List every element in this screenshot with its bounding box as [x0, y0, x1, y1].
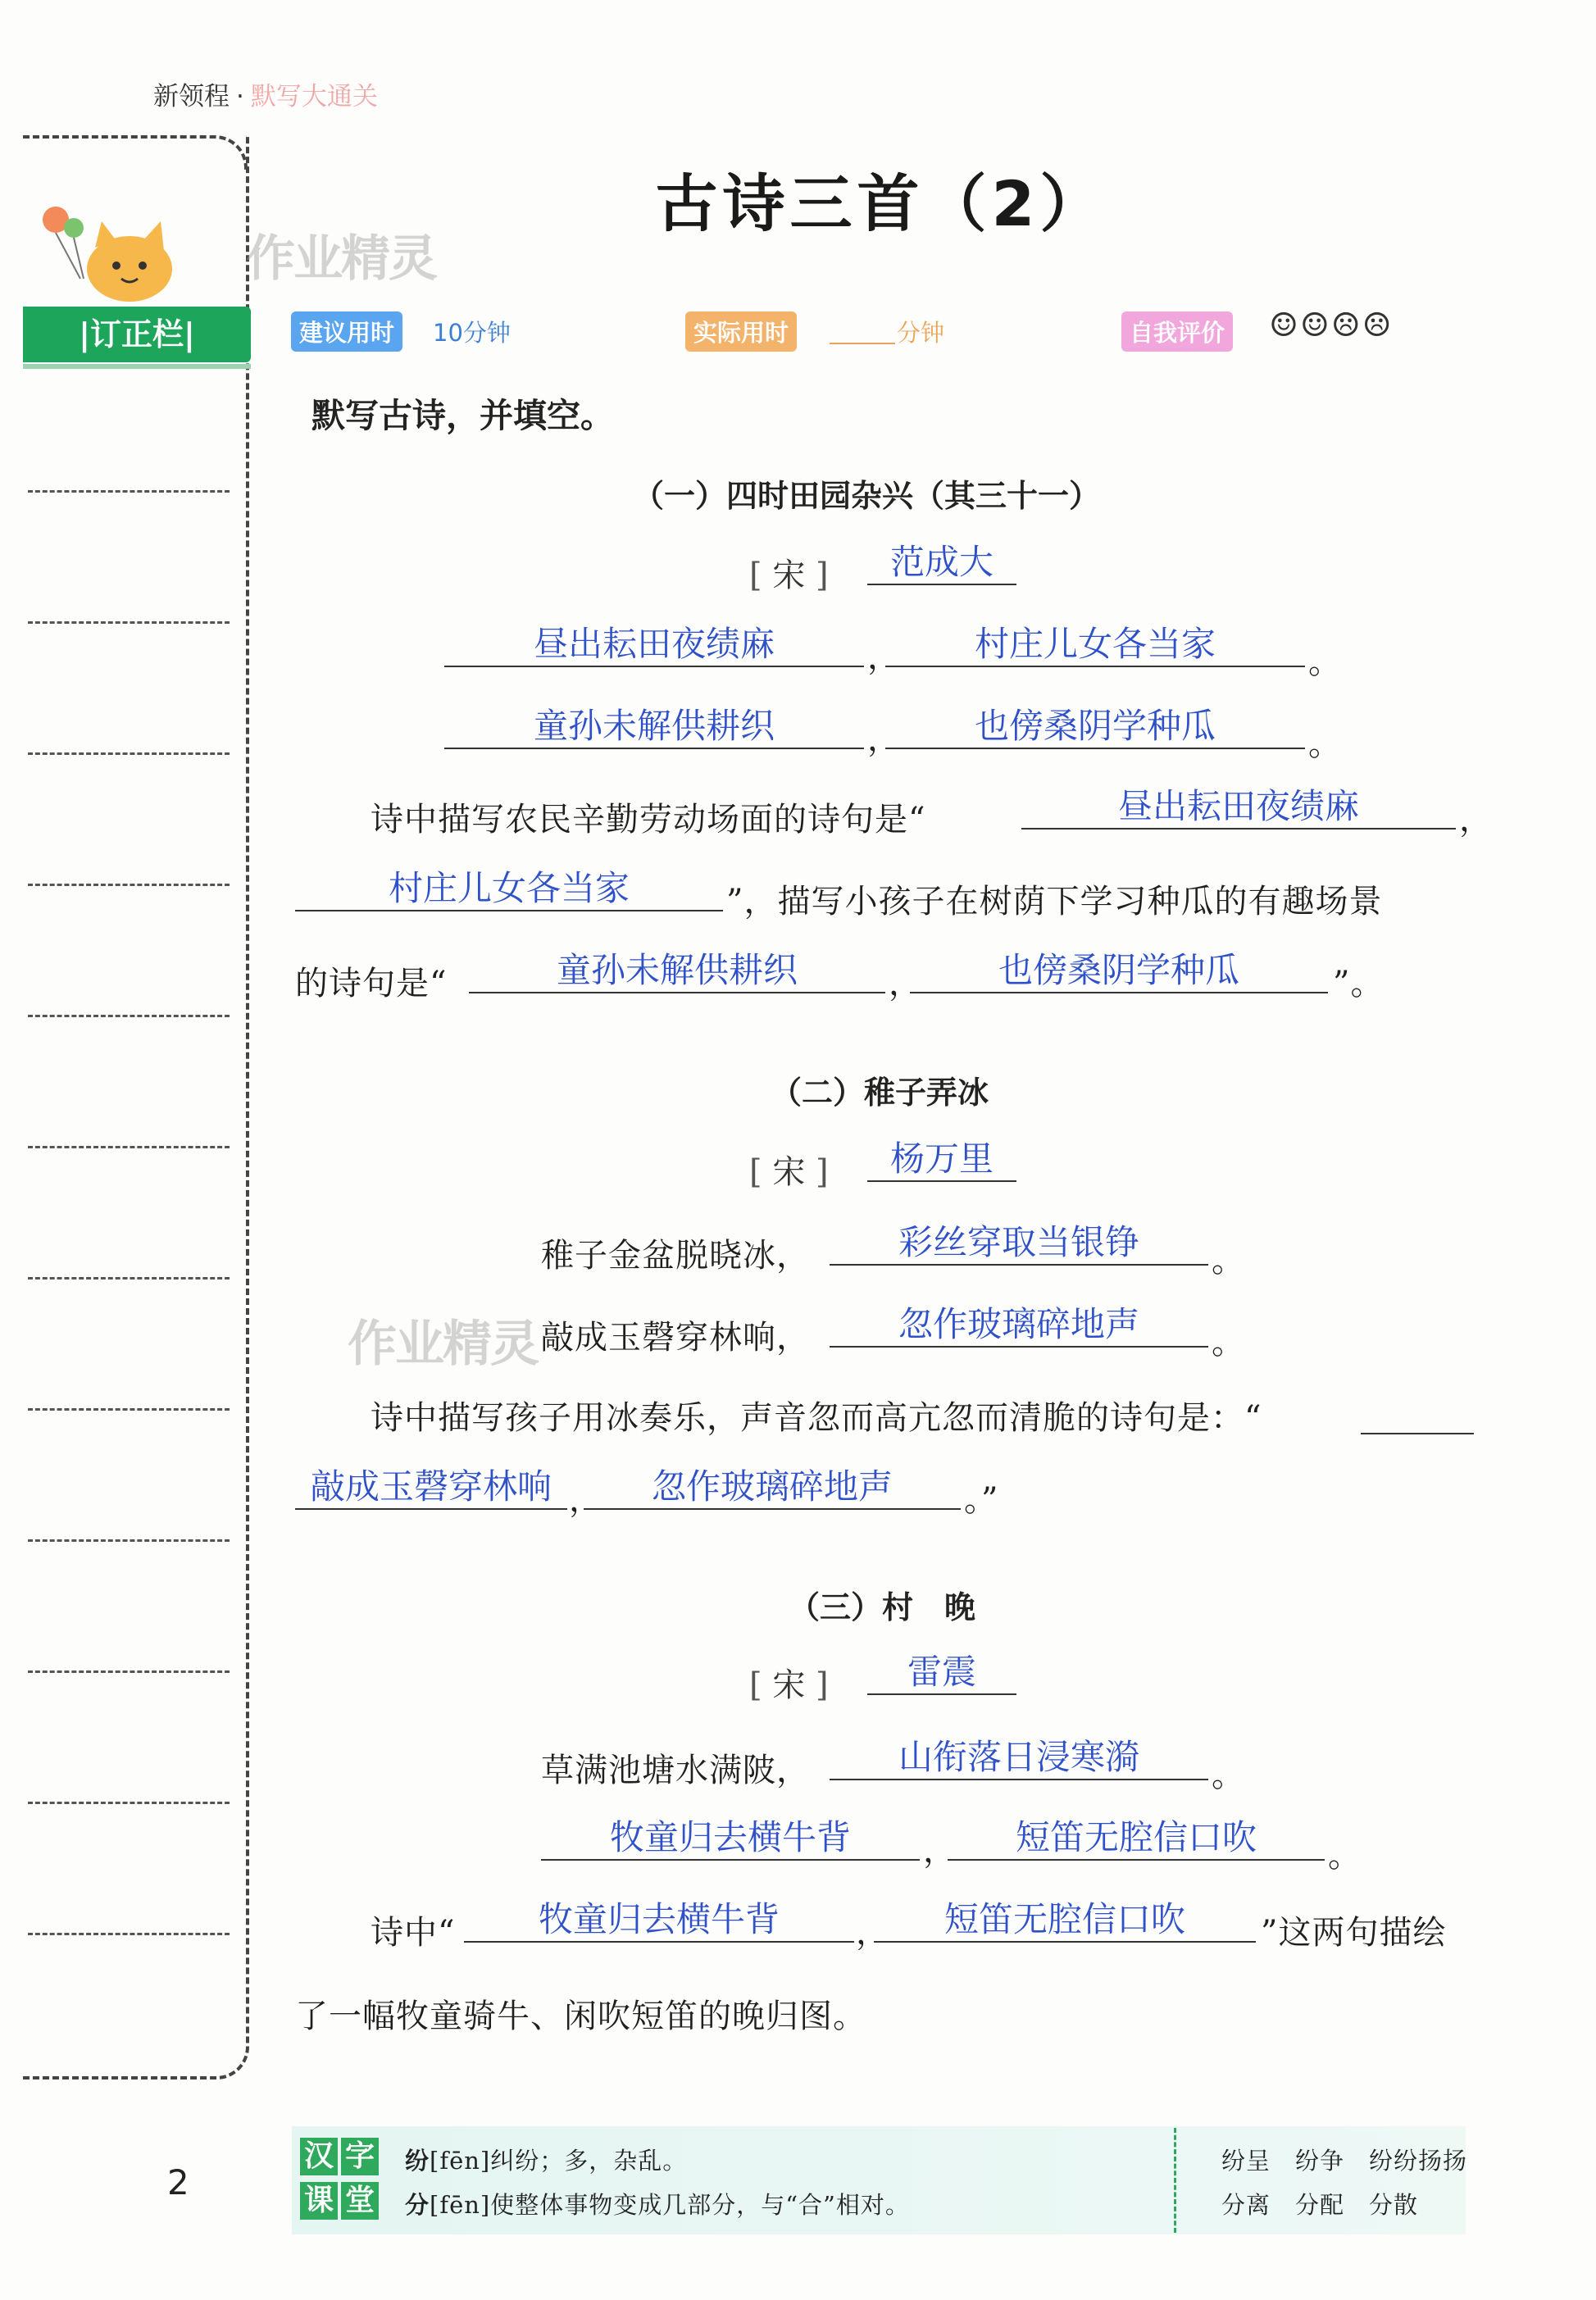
footer-char: 纷 [405, 2147, 430, 2175]
poem1-dynasty: [ 宋 ] [749, 557, 829, 594]
poem3-line2a-answer[interactable]: 牧童归去横牛背 [541, 1816, 920, 1861]
period: 。 [1212, 1324, 1245, 1361]
footer-separator [1174, 2128, 1176, 2233]
sidebar-rule [28, 1277, 230, 1280]
actual-time-field[interactable] [830, 343, 895, 344]
poem1-line1b-answer[interactable]: 村庄儿女各当家 [885, 623, 1305, 667]
poem3-line1-answer[interactable]: 山衔落日浸寒漪 [830, 1736, 1208, 1780]
poem2-line1-answer[interactable]: 彩丝穿取当银铮 [830, 1221, 1208, 1266]
actual-time-unit: 分钟 [897, 319, 945, 347]
correction-sidebar [23, 135, 249, 2080]
watermark: 作业精灵 [246, 230, 436, 288]
poem1-heading: （一）四时田园杂兴（其三十一） [633, 478, 1101, 514]
footer-def-text: [fēn]使整体事物变成几部分，与“合”相对。 [430, 2191, 910, 2219]
period: 。 [1212, 1242, 1245, 1280]
poem1-line1a-answer[interactable]: 昼出耘田夜绩麻 [444, 623, 864, 667]
footer-definition-1 [405, 2143, 687, 2176]
poem3-author-answer[interactable]: 雷震 [867, 1651, 1016, 1695]
self-eval-label: 自我评价 [1121, 311, 1233, 352]
poem1-question-text: ”，描写小孩子在树荫下学习种瓜的有趣场景 [726, 883, 1383, 920]
page-title: 古诗三首（2） [655, 167, 1107, 240]
comma: ， [889, 965, 922, 1002]
sidebar-rule [28, 1802, 230, 1804]
poem3-q-answer2[interactable]: 短笛无腔信口吹 [874, 1898, 1256, 1943]
poem3-q-answer1[interactable]: 牧童归去横牛背 [464, 1898, 854, 1943]
period: 。 [1308, 725, 1342, 763]
sidebar-rule [28, 1933, 230, 1935]
sidebar-rule [28, 1539, 230, 1542]
poem2-author-answer[interactable]: 杨万里 [867, 1138, 1016, 1182]
poem2-line2-answer[interactable]: 忽作玻璃碎地声 [830, 1303, 1208, 1348]
poem2-line1-given: 稚子金盆脱晓冰， [541, 1237, 810, 1275]
footer-definition-2 [405, 2187, 910, 2220]
comma: ， [569, 1481, 602, 1519]
suggest-time-label: 建议用时 [291, 311, 402, 352]
sidebar-rule [28, 1408, 230, 1411]
dynasty: 宋 [772, 557, 806, 594]
closing-quote: ”。 [1333, 965, 1385, 1002]
footer-def-text: [fēn]纠纷；多，杂乱。 [430, 2147, 688, 2175]
sidebar-rule [28, 752, 230, 755]
poem2-question-text: 诗中描写孩子用冰奏乐，声音忽而高亢忽而清脆的诗句是：“ [371, 1399, 1262, 1437]
footer-words-1: 纷呈 纷争 纷纷扬扬 [1221, 2147, 1468, 2175]
poem1-line2a-answer[interactable]: 童孙未解供耕织 [444, 705, 864, 749]
poem2-heading: （二）稚子弄冰 [771, 1075, 989, 1111]
poem1-q-answer3[interactable]: 童孙未解供耕织 [469, 949, 885, 993]
actual-time-label: 实际用时 [685, 311, 797, 352]
poem1-q-answer2[interactable]: 村庄儿女各当家 [295, 867, 723, 911]
instruction: 默写古诗，并填空。 [311, 396, 614, 435]
poem3-line2b-answer[interactable]: 短笛无腔信口吹 [948, 1816, 1325, 1861]
sidebar-rule [28, 1015, 230, 1017]
comma: ， [867, 720, 901, 758]
footer-badge: 堂 [341, 2182, 379, 2220]
poem1-q-answer4[interactable]: 也傍桑阴学种瓜 [910, 949, 1328, 993]
poem3-question-text: 诗中“ [371, 1914, 456, 1952]
poem2-q-answer1[interactable]: 敲成玉磬穿林响 [295, 1466, 567, 1510]
footer-words-2: 分离 分配 分散 [1221, 2191, 1419, 2219]
poem1-question-text: 的诗句是“ [295, 965, 448, 1002]
poem2-dynasty: [ 宋 ] [749, 1153, 829, 1191]
period: 。 [1328, 1837, 1362, 1875]
poem3-question-text: ”这两句描绘 [1261, 1914, 1447, 1952]
comma: ， [867, 639, 901, 676]
poem2-line2-given: 敲成玉磬穿林响， [541, 1319, 810, 1357]
poem3-heading: （三）村 晚 [789, 1589, 976, 1625]
poem1-line2b-answer[interactable]: 也傍桑阴学种瓜 [885, 705, 1305, 749]
comma: ， [923, 1832, 957, 1870]
poem3-line1-given: 草满池塘水满陂， [541, 1752, 810, 1789]
page-number: 2 [167, 2162, 189, 2202]
rating-faces-icon[interactable]: ☺☺☹☹ [1269, 307, 1394, 344]
footer-badge: 汉 [300, 2138, 338, 2175]
comma: ， [1459, 801, 1493, 839]
poem1-q-answer1[interactable]: 昼出耘田夜绩麻 [1021, 785, 1456, 830]
publisher-name: 新领程 [153, 82, 230, 111]
dynasty: 宋 [772, 1666, 806, 1704]
closing-quote: 。” [964, 1481, 999, 1519]
poem3-dynasty: [ 宋 ] [749, 1666, 829, 1704]
sidebar-rule [28, 621, 230, 624]
sidebar-rule [28, 1670, 230, 1673]
footer-badge: 字 [341, 2138, 379, 2175]
sidebar-rule [28, 490, 230, 493]
poem1-author-answer[interactable]: 范成大 [867, 541, 1016, 585]
period: 。 [1212, 1757, 1245, 1794]
series-name: 默写大通关 [250, 82, 378, 111]
footer-char: 分 [405, 2191, 430, 2219]
poem2-q-answer2[interactable]: 忽作玻璃碎地声 [584, 1466, 961, 1510]
correction-tab: |订正栏| [23, 307, 251, 362]
sidebar-rule [28, 884, 230, 886]
footer-badge: 课 [300, 2182, 338, 2220]
suggest-time-value: 10分钟 [433, 319, 511, 347]
period: 。 [1308, 643, 1342, 681]
dynasty: 宋 [772, 1153, 806, 1191]
sidebar-rule [28, 1146, 230, 1148]
book-header [153, 75, 378, 112]
comma: ， [856, 1914, 889, 1952]
blank-line [1361, 1433, 1474, 1434]
poem3-question-text: 了一幅牧童骑牛、闲吹短笛的晚归图。 [295, 1998, 866, 2035]
header-dot: · [236, 82, 244, 111]
watermark: 作业精灵 [348, 1316, 538, 1373]
poem1-question-text: 诗中描写农民辛勤劳动场面的诗句是“ [371, 801, 926, 839]
